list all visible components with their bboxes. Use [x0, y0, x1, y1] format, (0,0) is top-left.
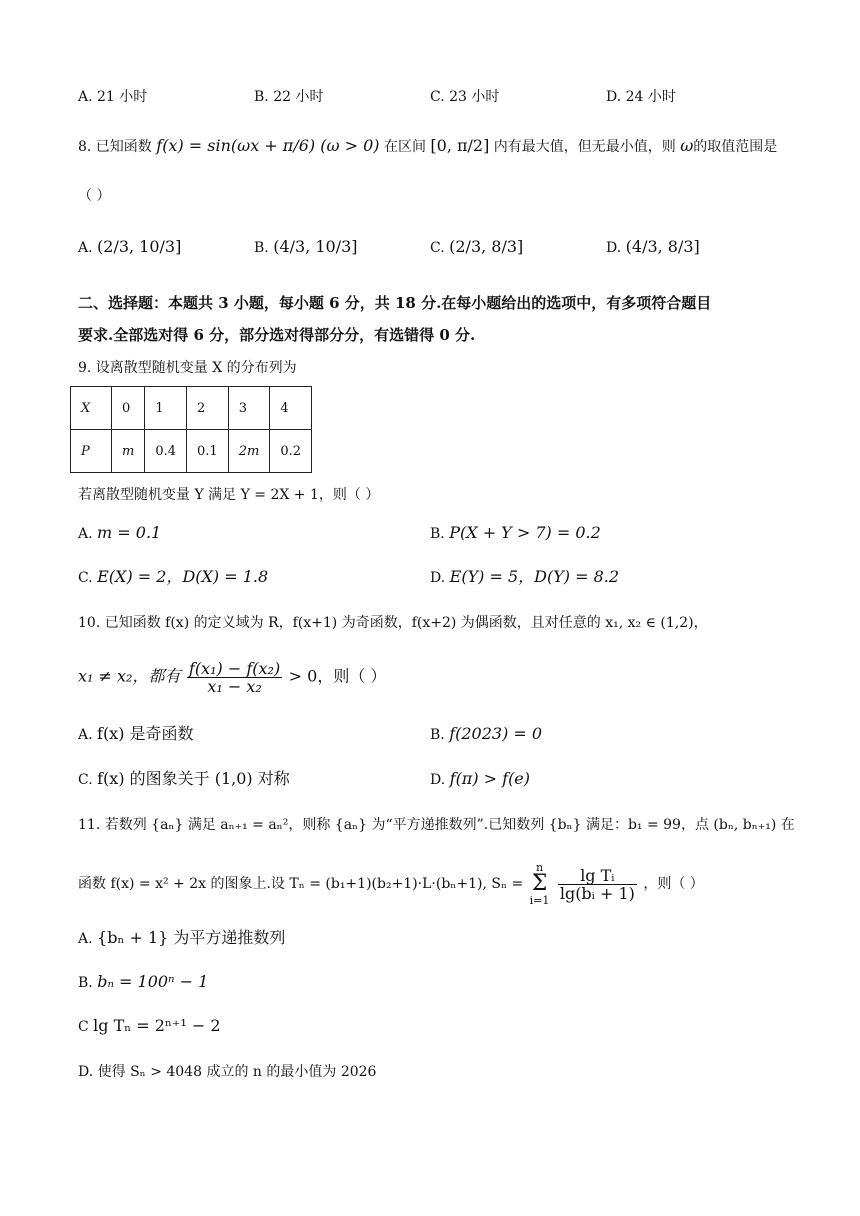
q9-condition: 若离散型随机变量 Y 满足 Y = 2X + 1，则（ ） [78, 487, 380, 503]
q10-option-a: A. f(x) 是奇函数 [78, 724, 194, 743]
q11-stem-line1: 11. 若数列 {aₙ} 满足 aₙ₊₁ = aₙ²，则称 {aₙ} 为“平方递推数列”.已知数列 {bₙ} 满足：b₁ = 99，点 (bₙ, bₙ₊₁) 在 [78, 817, 795, 833]
q7-option-c: C. 23 小时 [430, 89, 500, 105]
q8-option-a: A. (2/3, 10/3] [78, 237, 182, 256]
q8-stem: 8. 已知函数 f(x) = sin(ωx + π/6) (ω > 0) 在区间 [0, π/2] 内有最大值，但无最小值，则 ω的取值范围是 [78, 136, 778, 155]
q11-sum-limits: n Σ i=1 [529, 861, 550, 907]
q9-option-b: B. P(X + Y > 7) = 0.2 [430, 523, 601, 542]
q11-stem-line2: 函数 f(x) = x² + 2x 的图象上.设 Tₙ = (b₁+1)(b₂+1)·L·(bₙ+1), Sₙ = n Σ i=1 $\frac{\text{lg Tᵢ}}{\text{lg(bᵢ + 1)}}$ ，则（ ） [78, 861, 704, 907]
q9-option-d: D. E(Y) = 5，D(Y) = 8.2 [430, 567, 620, 586]
q9-distribution-table [70, 386, 312, 473]
q8-function: f(x) = sin(ωx + π/6) (ω > 0) [156, 136, 380, 155]
q8-option-c: C. (2/3, 8/3] [430, 237, 524, 256]
q11-option-c: C lg Tₙ = 2ⁿ⁺¹ − 2 [78, 1016, 221, 1035]
q8-paren: （ ） [78, 188, 111, 204]
q8-interval: [0, π/2] [430, 136, 490, 155]
q8-option-b: B. (4/3, 10/3] [254, 237, 358, 256]
q7-option-a: A. 21 小时 [78, 89, 148, 105]
q11-fraction: $\frac{\text{lg Tᵢ}}{\text{lg(bᵢ + 1)}}$ [559, 865, 635, 903]
table-row: P m 0.4 0.1 2m 0.2 [71, 430, 312, 473]
q10-stem-line1: 10. 已知函数 f(x) 的定义域为 R，f(x+1) 为奇函数，f(x+2) 为偶函数，且对任意的 x₁, x₂ ∈ (1,2)， [78, 615, 708, 631]
q10-fraction: $\frac{\text{f(x₁) − f(x₂)}}{\text{x₁ − x₂}}$ [188, 659, 281, 696]
q11-option-d: D. 使得 Sₙ > 4048 成立的 n 的最小值为 2026 [78, 1064, 377, 1080]
q9-stem: 9. 设离散型随机变量 X 的分布列为 [78, 360, 297, 376]
q9-option-a: A. m = 0.1 [78, 523, 162, 542]
q10-option-c: C. f(x) 的图象关于 (1,0) 对称 [78, 769, 290, 788]
q10-option-b: B. f(2023) = 0 [430, 724, 543, 743]
q8-option-d: D. (4/3, 8/3] [606, 237, 700, 256]
q11-option-a: A. {bₙ + 1} 为平方递推数列 [78, 928, 286, 947]
q11-option-b: B. bₙ = 100ⁿ − 1 [78, 972, 209, 991]
q9-option-c: C. E(X) = 2，D(X) = 1.8 [78, 567, 269, 586]
q10-stem-line2: x₁ ≠ x₂，都有 $\frac{\text{f(x₁) − f(x₂)}}{\text{x₁ − x₂}}$ > 0，则（ ） [78, 659, 387, 696]
q7-option-d: D. 24 小时 [606, 89, 676, 105]
table-row: X 0 1 2 3 4 [71, 387, 312, 430]
section2-line2: 要求.全部选对得 6 分，部分选对得部分分，有选错得 0 分. [78, 326, 476, 344]
q7-option-b: B. 22 小时 [254, 89, 324, 105]
section2-line1: 二、选择题：本题共 3 小题，每小题 6 分，共 18 分.在每小题给出的选项中，有多项符合题目 [78, 294, 712, 312]
q10-option-d: D. f(π) > f(e) [430, 769, 531, 788]
